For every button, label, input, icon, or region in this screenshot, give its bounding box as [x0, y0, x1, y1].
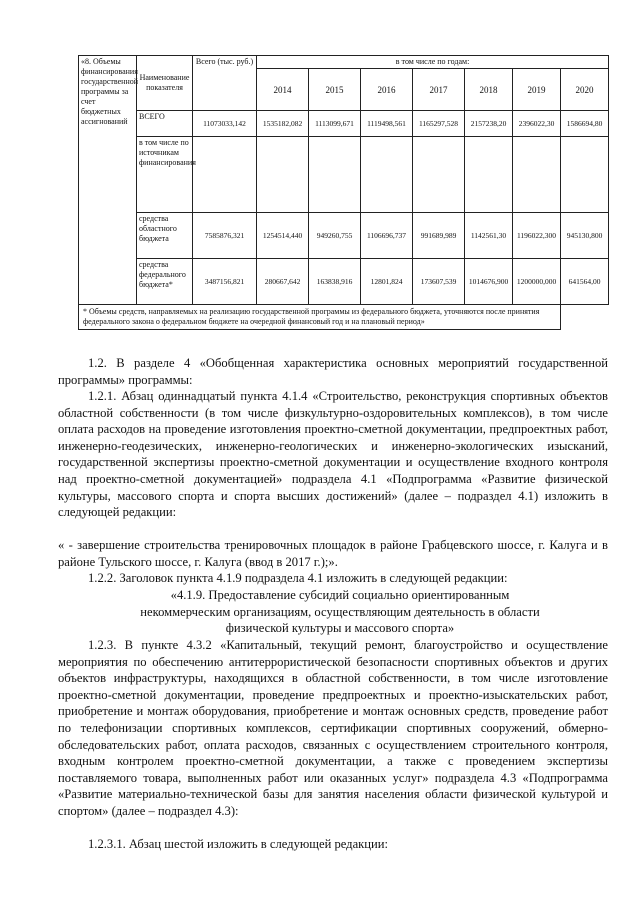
- table-row: [79, 111, 609, 137]
- year-value: 949260,755: [309, 213, 361, 259]
- year-value: [465, 137, 513, 213]
- year-header: 2019: [513, 69, 561, 111]
- paragraph-4-1-9-heading: «4.1.9. Предоставление субсидий социально ориентированным некоммерческим организациям, осуществляющим деятельность в области физической культуры и массового спорта»: [140, 588, 540, 636]
- row-name: в том числе по источникам финансирования: [137, 137, 193, 213]
- year-value: 1535182,082: [257, 111, 309, 137]
- year-value: 1014676,900: [465, 259, 513, 305]
- year-value: 1165297,528: [413, 111, 465, 137]
- year-value: 945130,800: [561, 213, 609, 259]
- year-header: 2015: [309, 69, 361, 111]
- year-value: 1119498,561: [361, 111, 413, 137]
- year-value: 1142561,30: [465, 213, 513, 259]
- row-name: средства федерального бюджета*: [137, 259, 193, 305]
- row-total: [193, 137, 257, 213]
- year-value: [257, 137, 309, 213]
- table-row: [79, 137, 609, 213]
- year-header: 2018: [465, 69, 513, 111]
- year-value: 2396022,30: [513, 111, 561, 137]
- year-header: 2014: [257, 69, 309, 111]
- year-value: 280667,642: [257, 259, 309, 305]
- year-value: 173607,539: [413, 259, 465, 305]
- paragraph-1-2: 1.2. В разделе 4 «Обобщенная характеристика основных мероприятий государственной программы» программы:: [58, 356, 608, 387]
- year-value: [561, 137, 609, 213]
- year-value: [309, 137, 361, 213]
- paragraph-1-2-2: 1.2.2. Заголовок пункта 4.1.9 подраздела 4.1 изложить в следующей редакции:: [88, 571, 508, 585]
- year-value: [361, 137, 413, 213]
- year-header: 2020: [561, 69, 609, 111]
- paragraph-1-2-1: 1.2.1. Абзац одиннадцатый пункта 4.1.4 «Строительство, реконструкция спортивных объектов областной собственности (в том числе физкультурно-оздоровительных комплексов), в том числе оплата расходов на проведение изготовления проектно-сметной документации, предпроектных работ, инженерно-геодезических, инженерно-геологических и инженерно-экологических изысканий, государственной экспертизы проектно-сметной документации и осуществление входного контроля над проектно-сметной документацией» подраздела 4.1 «Подпрограмма «Развитие физической культуры, массового спорта и спорта высших достижений» (далее – подраздел 4.1) изложить в следующей редакции:: [58, 389, 608, 520]
- paragraph-quote-construction: « - завершение строительства тренировочных площадок в районе Грабцевского шоссе, г. Калуга и в районе Тульского шоссе, г. Калуга (ввод в 2017 г.);».: [58, 538, 608, 569]
- table-row: [79, 259, 609, 305]
- by-years-header: в том числе по годам:: [257, 56, 609, 69]
- year-value: 2157238,20: [465, 111, 513, 137]
- year-value: 1196022,300: [513, 213, 561, 259]
- year-value: 641564,00: [561, 259, 609, 305]
- year-value: 12801,824: [361, 259, 413, 305]
- row-total: 3487156,821: [193, 259, 257, 305]
- year-value: [513, 137, 561, 213]
- year-value: 1113099,671: [309, 111, 361, 137]
- row-name: средства областного бюджета: [137, 213, 193, 259]
- row-total: 7585876,321: [193, 213, 257, 259]
- row-name: ВСЕГО: [137, 111, 193, 137]
- year-value: 1200000,000: [513, 259, 561, 305]
- year-value: 163838,916: [309, 259, 361, 305]
- paragraph-1-2-3-1: 1.2.3.1. Абзац шестой изложить в следующей редакции:: [88, 837, 389, 851]
- year-header: 2016: [361, 69, 413, 111]
- name-header: Наименование показателя: [137, 56, 193, 111]
- financing-table: [78, 55, 609, 330]
- year-header: 2017: [413, 69, 465, 111]
- year-value: 1586694,80: [561, 111, 609, 137]
- table-footnote: * Объемы средств, направляемых на реализацию государственной программы из федерального бюджета, уточняются после принятия федерального закона о федеральном бюджете на очередной финансовый год и на плановый период»: [79, 305, 561, 330]
- year-value: [413, 137, 465, 213]
- row-label-cell: «8. Объемы финансирования государственной программы за счет бюджетных ассигнований: [79, 56, 137, 305]
- year-value: 1254514,440: [257, 213, 309, 259]
- year-value: 991689,989: [413, 213, 465, 259]
- table-row: [79, 213, 609, 259]
- year-value: 1106696,737: [361, 213, 413, 259]
- total-header: Всего (тыс. руб.): [193, 56, 257, 111]
- row-total: 11073033,142: [193, 111, 257, 137]
- paragraph-1-2-3: 1.2.3. В пункте 4.3.2 «Капитальный, текущий ремонт, благоустройство и осуществление мероприятия по обеспечению антитеррористической безопасности спортивных объектов и других объектов инфраструктуры, находящихся в областной собственности, в том числе изготовление проектно-сметной документации, проведение предпроектных и проектно-изыскательских работ, приобретение и монтаж оборудования, приобретение и монтаж основных средств, проведение работ по телефонизации спортивных комплексов, сертификации спортивных сооружений, обмерно-обследовательских работ, оплата расходов, связанных с осуществлением строительного контроля, входным контролем проектно-сметной документации, а также с проведением экспертизы поставляемого товара, выполненных работ или оказанных услуг» подраздела 4.3 «Подпрограмма «Развитие материально-технической базы для занятия населения области физической культурой и спортом» (далее – подраздел 4.3):: [58, 638, 608, 818]
